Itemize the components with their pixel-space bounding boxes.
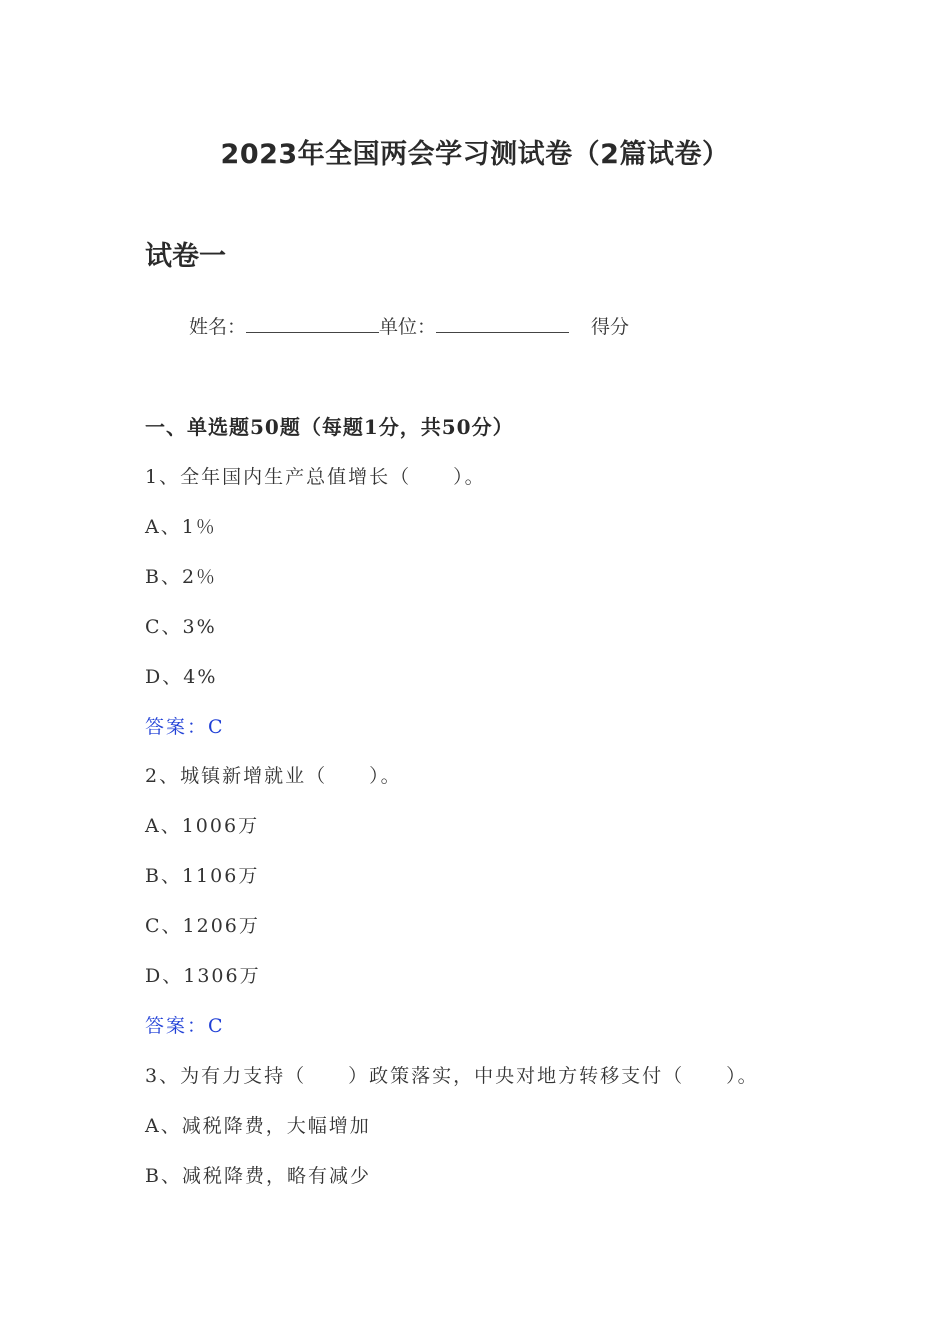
option-text: A、1006万: [145, 815, 260, 837]
document-title: 2023年全国两会学习测试卷（2篇试卷）: [220, 139, 730, 170]
unit-blank-field: [436, 312, 569, 333]
option-text: D、4%: [145, 666, 218, 688]
name-label: 姓名：: [189, 316, 247, 338]
option-text: C、1206万: [145, 915, 260, 937]
unit-label: 单位：: [379, 316, 437, 338]
answer-text: 答案：C: [145, 716, 225, 738]
option-text: D、1306万: [145, 965, 261, 987]
question-text: 1、全年国内生产总值增长（ ）。: [145, 466, 486, 488]
score-label: 得分: [591, 316, 630, 338]
option-text: B、1106万: [145, 865, 260, 887]
option-text: B、减税降费，略有减少: [145, 1165, 371, 1187]
examinee-info-row: [189, 312, 629, 339]
section-heading: 一、单选题50题（每题1分，共50分）: [145, 415, 514, 439]
option-text: A、减税降费，大幅增加: [145, 1115, 371, 1137]
question-text: 2、城镇新增就业（ ）。: [145, 765, 402, 787]
name-blank-field: [246, 312, 379, 333]
paper-heading: 试卷一: [145, 241, 226, 272]
option-text: A、1％: [145, 516, 217, 538]
option-text: B、2％: [145, 566, 218, 588]
question-text: 3、为有力支持（ ）政策落实，中央对地方转移支付（ ）。: [145, 1065, 759, 1087]
option-text: C、3%: [145, 616, 217, 638]
answer-text: 答案：C: [145, 1015, 225, 1037]
